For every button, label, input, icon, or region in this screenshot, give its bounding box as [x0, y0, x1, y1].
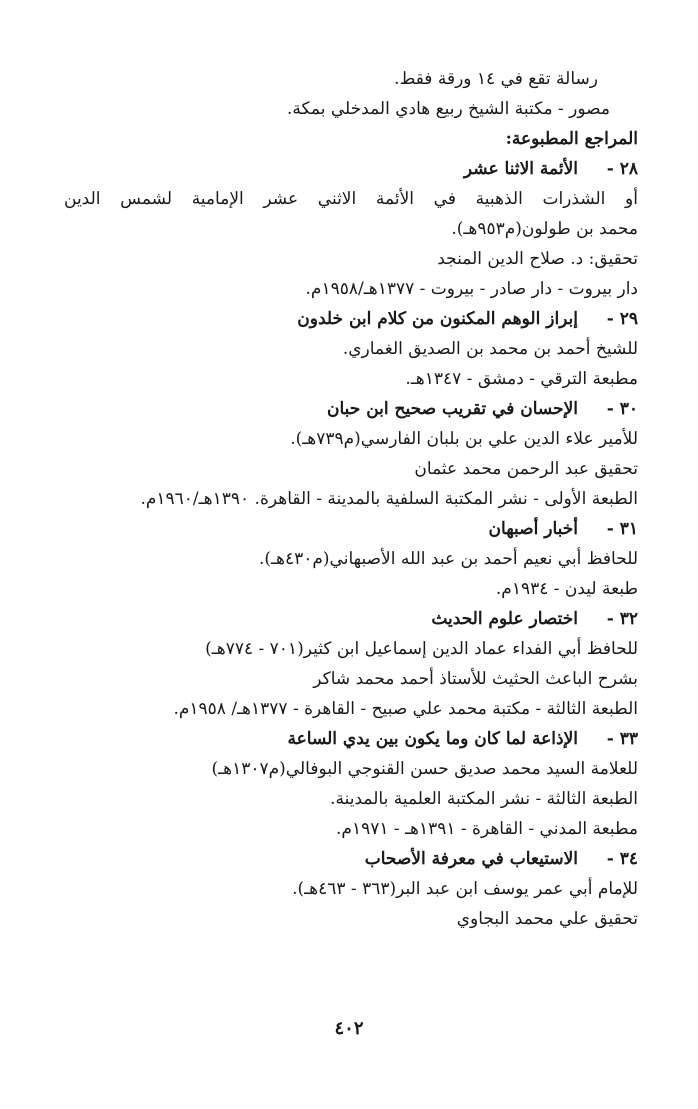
- entry-title: اختصار علوم الحديث: [431, 609, 578, 629]
- entry-line: تحقيق علي محمد البجاوي: [456, 909, 638, 929]
- page-number: ٤٠٢: [334, 1018, 364, 1039]
- entry-line: للشيخ أحمد بن محمد بن الصديق الغماري.: [342, 339, 638, 359]
- entry-number: ٣٢ -: [606, 609, 638, 629]
- entry-number: ٣٤ -: [606, 849, 638, 869]
- entry-line: للإمام أبي عمر يوسف ابن عبد البر(٣٦٣ - ٤٦٣هـ).: [292, 879, 638, 899]
- entry-heading-33: [58, 724, 638, 754]
- entry-line: الطبعة الثالثة - نشر المكتبة العلمية بالمدينة.: [330, 789, 638, 809]
- entry-line: الطبعة الأولى - نشر المكتبة السلفية بالمدينة - القاهرة. ١٣٩٠هـ/١٩٦٠م.: [140, 489, 638, 509]
- entry-line: دار بيروت - دار صادر - بيروت - ١٣٧٧هـ/١٩٥٨م.: [305, 279, 638, 299]
- entry-title: الإذاعة لما كان وما يكون بين يدي الساعة: [287, 729, 578, 749]
- entry-title: الأئمة الاثنا عشر: [463, 159, 578, 179]
- entry-line: أو الشذرات الذهبية في الأئمة الاثني عشر الإمامية لشمس الدين: [64, 189, 638, 209]
- entry-number: ٢٩ -: [606, 309, 638, 329]
- entry-number: ٣١ -: [606, 519, 638, 539]
- entry-line: للعلامة السيد محمد صديق حسن القنوجي البوفالي(م١٣٠٧هـ): [211, 759, 638, 779]
- entry-line: للأمير علاء الدين علي بن بلبان الفارسي(م٧٣٩هـ).: [290, 429, 638, 449]
- entry-line: مطبعة المدني - القاهرة - ١٣٩١هـ - ١٩٧١م.: [336, 819, 638, 839]
- entry-line: بشرح الباعث الحثيث للأستاذ أحمد محمد شاكر: [313, 669, 638, 689]
- entry-number: ٣٠ -: [606, 399, 638, 419]
- entry-heading-28: [58, 154, 638, 184]
- entry-line: طبعة ليدن - ١٩٣٤م.: [495, 579, 638, 599]
- entry-title: إبراز الوهم المكنون من كلام ابن خلدون: [297, 309, 578, 329]
- bibliography-content: [58, 64, 638, 934]
- entry-heading-34: [58, 844, 638, 874]
- entry-heading-32: [58, 604, 638, 634]
- intro-line: مصور - مكتبة الشيخ ربيع هادي المدخلي بمكة.: [286, 99, 610, 119]
- entry-line: تحقيق: د. صلاح الدين المنجد: [437, 249, 638, 269]
- entry-number: ٢٨ -: [606, 159, 638, 179]
- entry-heading-29: [58, 304, 638, 334]
- intro-line: رسالة تقع في ١٤ ورقة فقط.: [394, 69, 598, 89]
- entry-number: ٣٣ -: [606, 729, 638, 749]
- entry-heading-31: [58, 514, 638, 544]
- entry-line: محمد بن طولون(م٩٥٣هـ).: [451, 219, 638, 239]
- entry-title: الإحسان في تقريب صحيح ابن حبان: [327, 399, 578, 419]
- entry-title: أخبار أصبهان: [488, 519, 578, 539]
- entry-line: مطبعة الترقي - دمشق - ١٣٤٧هـ.: [405, 369, 638, 389]
- entry-heading-30: [58, 394, 638, 424]
- entry-line: تحقيق عبد الرحمن محمد عثمان: [414, 459, 638, 479]
- entry-title: الاستيعاب في معرفة الأصحاب: [364, 849, 578, 869]
- section-heading: المراجع المطبوعة:: [505, 129, 638, 149]
- entry-line: للحافظ أبي نعيم أحمد بن عبد الله الأصبهاني(م٤٣٠هـ).: [259, 549, 638, 569]
- entry-line: للحافظ أبي الفداء عماد الدين إسماعيل ابن كثير(٧٠١ - ٧٧٤هـ): [205, 639, 638, 659]
- entry-line: الطبعة الثالثة - مكتبة محمد علي صبيح - القاهرة - ١٣٧٧هـ/ ١٩٥٨م.: [173, 699, 638, 719]
